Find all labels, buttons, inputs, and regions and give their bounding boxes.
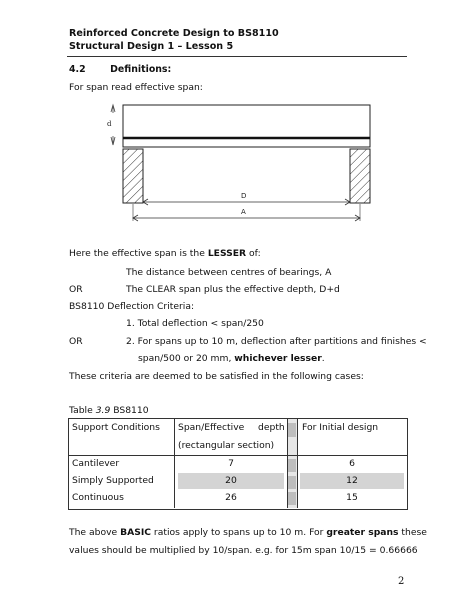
document-header-title: Reinforced Concrete Design to BS8110: [69, 28, 279, 39]
table-header-ratio-note: (rectangular section): [178, 440, 275, 451]
or-label-1: OR: [69, 284, 83, 295]
left-support: [123, 149, 143, 203]
table-caption: Table 3.9 BS8110: [69, 405, 149, 416]
clear-span-label: D: [241, 192, 247, 200]
effective-span-option-1: The distance between centres of bearings, A: [126, 267, 332, 278]
or-label-2: OR: [69, 336, 83, 347]
table-row-simply-supported-ratio: 20: [225, 475, 237, 486]
depth-label: d: [107, 120, 112, 128]
table-header-ratio-depth: depth: [258, 422, 285, 433]
depth-dimension: [111, 105, 115, 145]
page-number: 2: [398, 576, 405, 587]
beam-diagram: [95, 98, 390, 228]
table-row-continuous-initial: 15: [346, 492, 358, 503]
header-rule: [67, 56, 407, 57]
document-header-subtitle: Structural Design 1 – Lesson 5: [69, 41, 234, 52]
intro-text: For span read effective span:: [69, 82, 203, 93]
section-number: 4.2: [69, 64, 86, 75]
right-support: [350, 149, 370, 203]
closing-line-2: values should be multiplied by 10/span. e.g. for 15m span 10/15 = 0.66666: [69, 545, 418, 556]
table-row-cantilever-ratio: 7: [228, 458, 234, 469]
table-row-continuous-ratio: 26: [225, 492, 237, 503]
table-row-cantilever-initial: 6: [349, 458, 355, 469]
table-row-simply-supported-condition: Simply Supported: [72, 475, 154, 486]
criteria-item-2-line-1: 2. For spans up to 10 m, deflection after partitions and finishes <: [126, 336, 427, 347]
table-row-cantilever-condition: Cantilever: [72, 458, 120, 469]
table-header-ratio: Span/Effective: [178, 422, 245, 433]
beam-outline: [123, 105, 370, 147]
criteria-item-2-line-2: span/500 or 20 mm, whichever lesser.: [138, 353, 325, 364]
table-row-continuous-condition: Continuous: [72, 492, 124, 503]
criteria-title: BS8110 Deflection Criteria:: [69, 301, 195, 312]
section-title: Definitions:: [110, 64, 172, 75]
effective-span-option-2: The CLEAR span plus the effective depth, D+d: [126, 284, 340, 295]
criteria-satisfied-text: These criteria are deemed to be satisfied in the following cases:: [69, 371, 364, 382]
table-row-simply-supported-initial: 12: [346, 475, 358, 486]
table-header-initial: For Initial design: [302, 422, 379, 433]
table-header-support: Support Conditions: [72, 422, 160, 433]
criteria-item-1: 1. Total deflection < span/250: [126, 318, 264, 329]
effective-span-label: A: [241, 208, 246, 216]
closing-line-1: The above BASIC ratios apply to spans up to 10 m. For greater spans these: [69, 527, 427, 538]
effective-span-lead: Here the effective span is the LESSER of:: [69, 248, 261, 259]
section-heading: [69, 64, 171, 75]
